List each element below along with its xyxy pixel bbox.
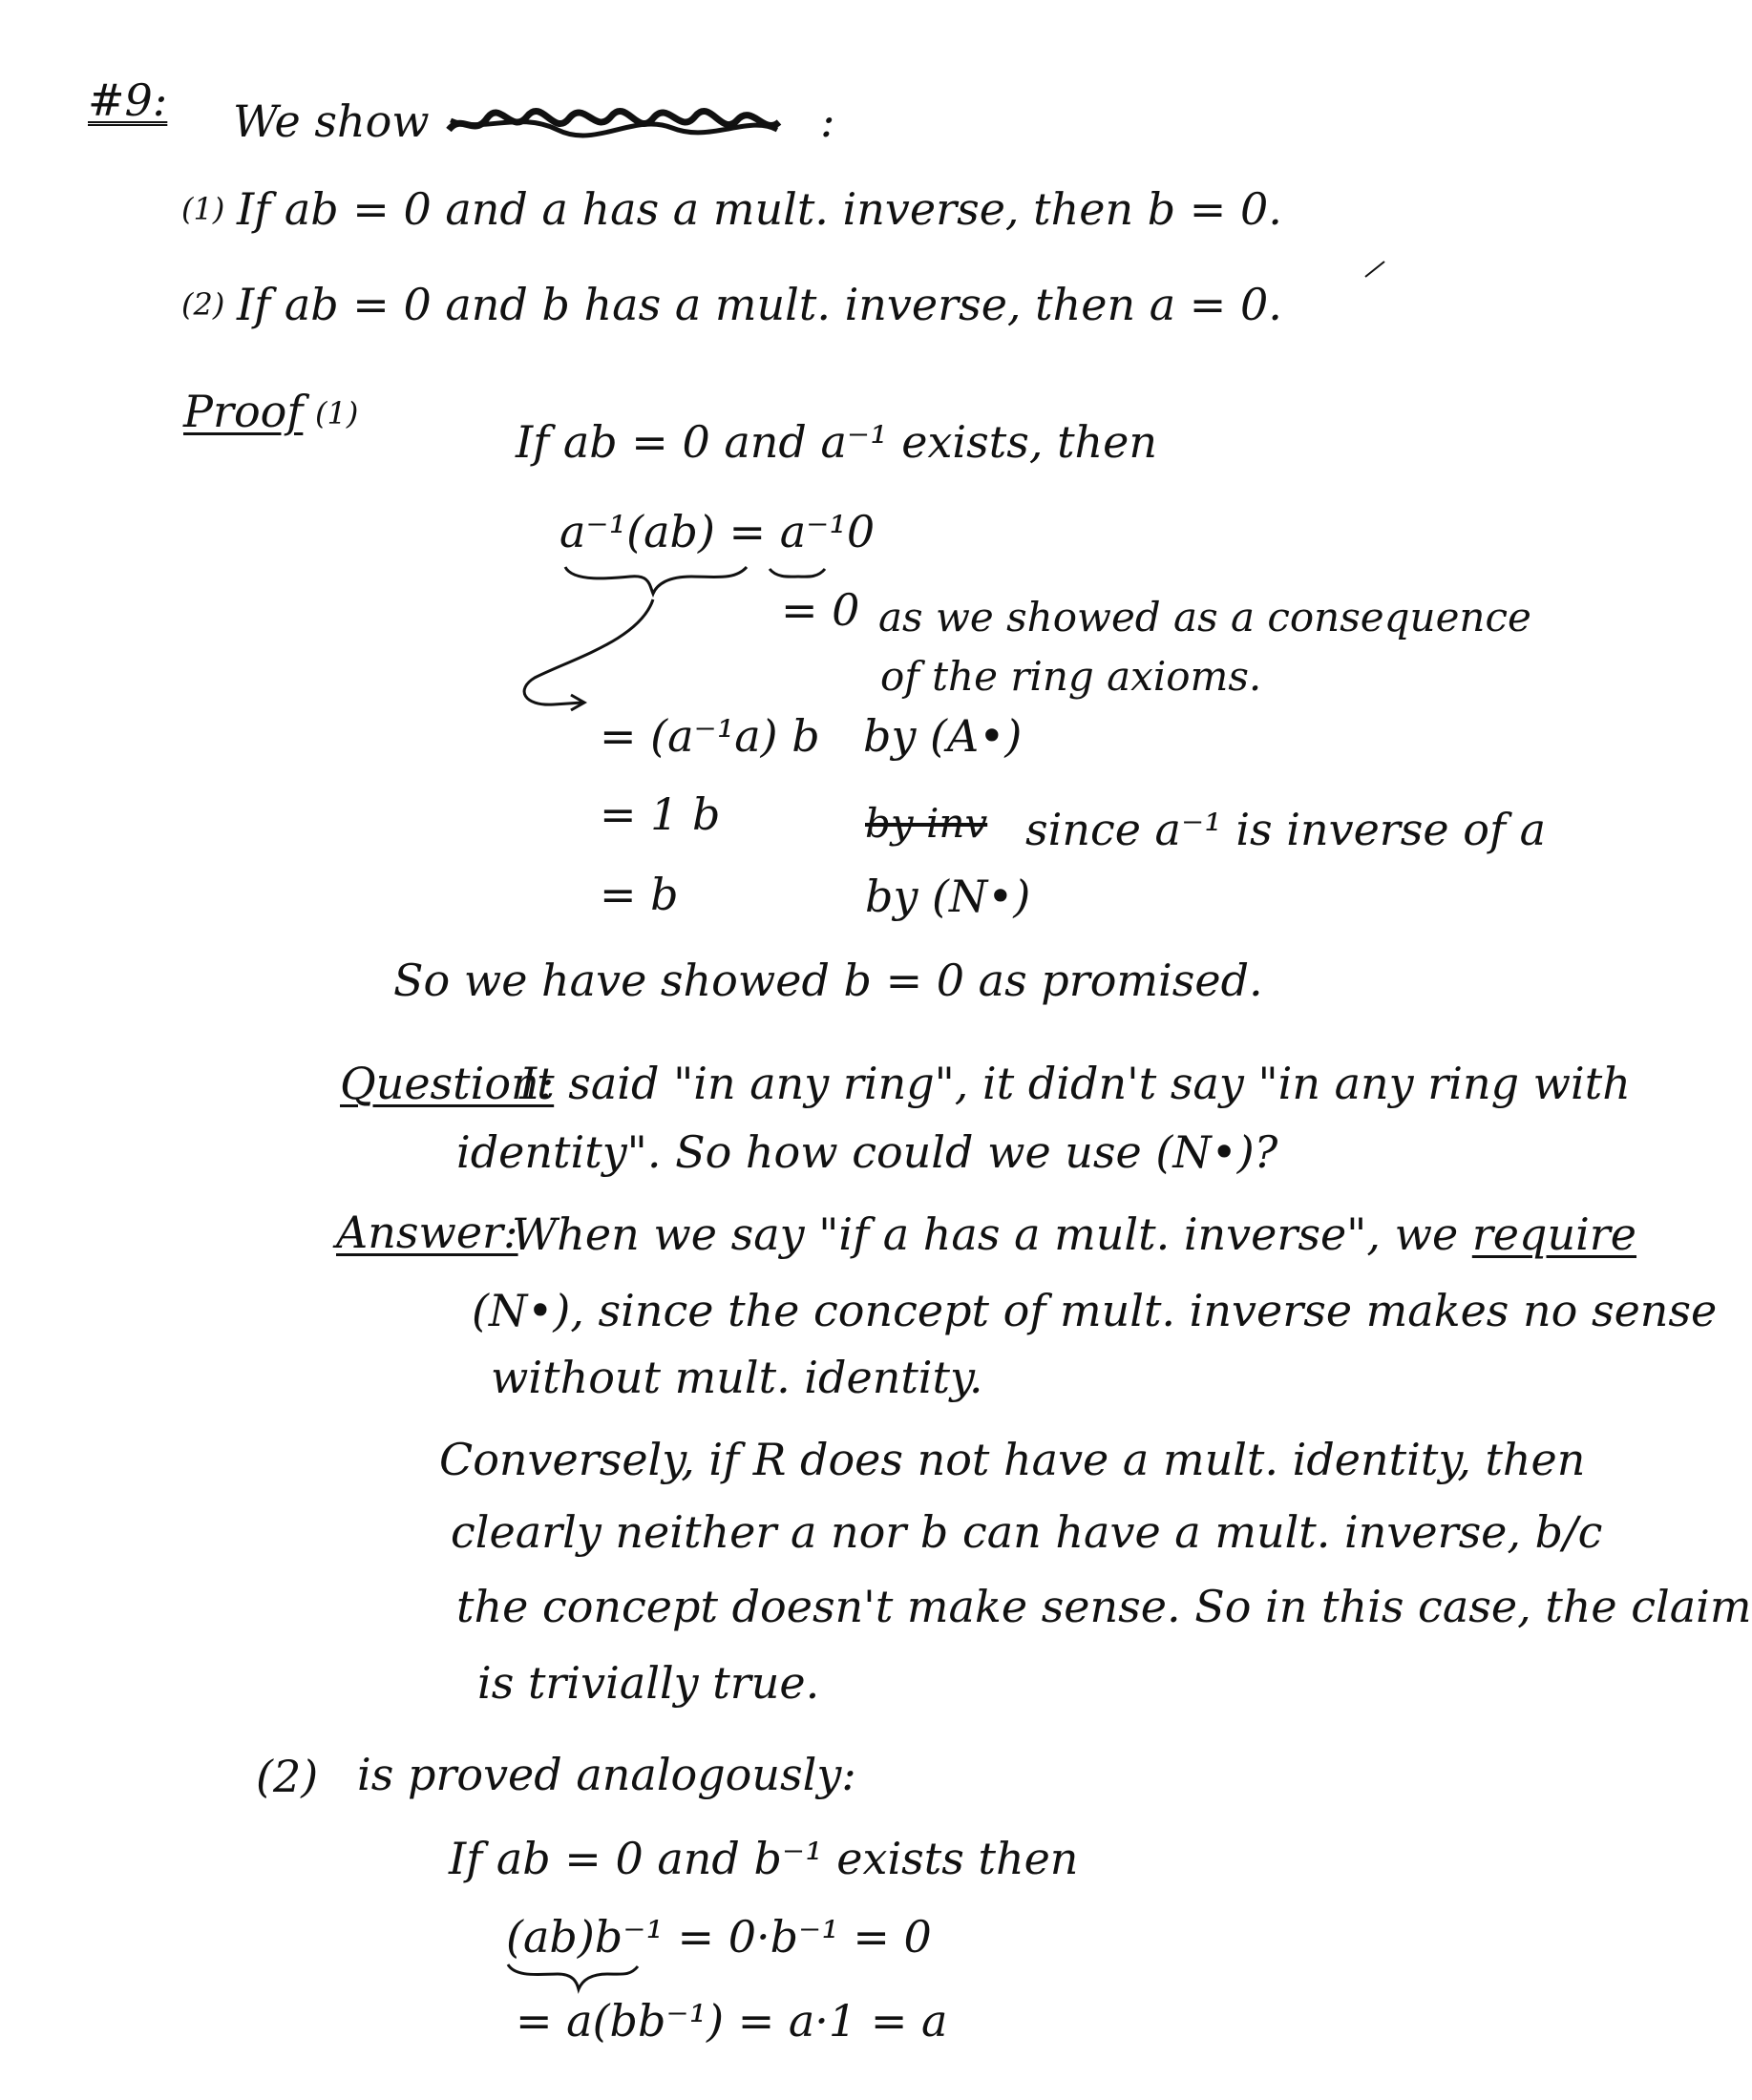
step-2-reason: since a⁻¹ is inverse of a [1025,804,1547,855]
brace-under-lhs [565,567,747,594]
part-2-line-1: If ab = 0 and b⁻¹ exists then [449,1833,1079,1884]
answer-line-1-text: When we say "if a has a mult. inverse", we [512,1208,1459,1260]
step-3: = b [600,869,679,920]
answer-line-7: is trivially true. [477,1657,820,1709]
part-2-label: (2) [256,1751,319,1802]
answer-line-2: (N•), since the concept of mult. inverse makes no sense [472,1285,1718,1336]
step-2: = 1 b [600,788,721,840]
claim-2-label: (2) [181,286,225,323]
part-2-line-2: (ab)b⁻¹ = 0·b⁻¹ = 0 [506,1911,932,1963]
equation-zero-reason-1: as we showed as a consequence [878,594,1531,640]
curved-arrow [524,599,653,704]
claim-1-text: If ab = 0 and a has a mult. inverse, then b = 0. [237,183,1282,235]
intro-we-show: We show [233,95,430,147]
proof-label: Proof [183,386,304,437]
equation-zero-reason-2: of the ring axioms. [880,653,1262,700]
proof-conclusion: So we have showed b = 0 as promised. [393,955,1263,1006]
question-label: Question: [340,1058,555,1109]
equation-zero: = 0 [781,584,860,636]
step-1: = (a⁻¹a) b [600,710,820,762]
proof-part-1-label: (1) [315,395,359,431]
answer-line-3: without mult. identity. [491,1352,983,1403]
step-1-reason: by (A•) [863,710,1023,762]
answer-line-6: the concept doesn't make sense. So in this case, the claim [456,1581,1752,1632]
brace-under-ab [508,1964,638,1989]
part-2-intro: is proved analogously: [357,1749,856,1800]
answer-line-5: clearly neither a nor b can have a mult. inverse, b/c [451,1506,1603,1558]
part-2-line-3: = a(bb⁻¹) = a·1 = a [516,1995,948,2047]
proof-line-1: If ab = 0 and a⁻¹ exists, then [516,416,1158,468]
claim-1-label: (1) [181,191,225,227]
equation-lhs: a⁻¹(ab) = a⁻¹0 [559,506,876,557]
claim-2-text: If ab = 0 and b has a mult. inverse, then a = 0. [237,279,1282,330]
question-line-2: identity". So how could we use (N•)? [456,1126,1278,1178]
intro-colon: : [819,95,835,147]
problem-label: #9: [88,74,168,126]
step-2-struck-text: by inv [865,800,988,847]
answer-line-4: Conversely, if R does not have a mult. identity, then [439,1434,1586,1485]
stray-mark [1365,262,1384,277]
answer-require-word: require [1471,1208,1637,1260]
brace-under-rhs [770,569,825,577]
answer-label: Answer: [336,1207,518,1258]
question-line-1: It said "in any ring", it didn't say "in any ring with [519,1058,1631,1109]
step-3-reason: by (N•) [865,871,1031,922]
